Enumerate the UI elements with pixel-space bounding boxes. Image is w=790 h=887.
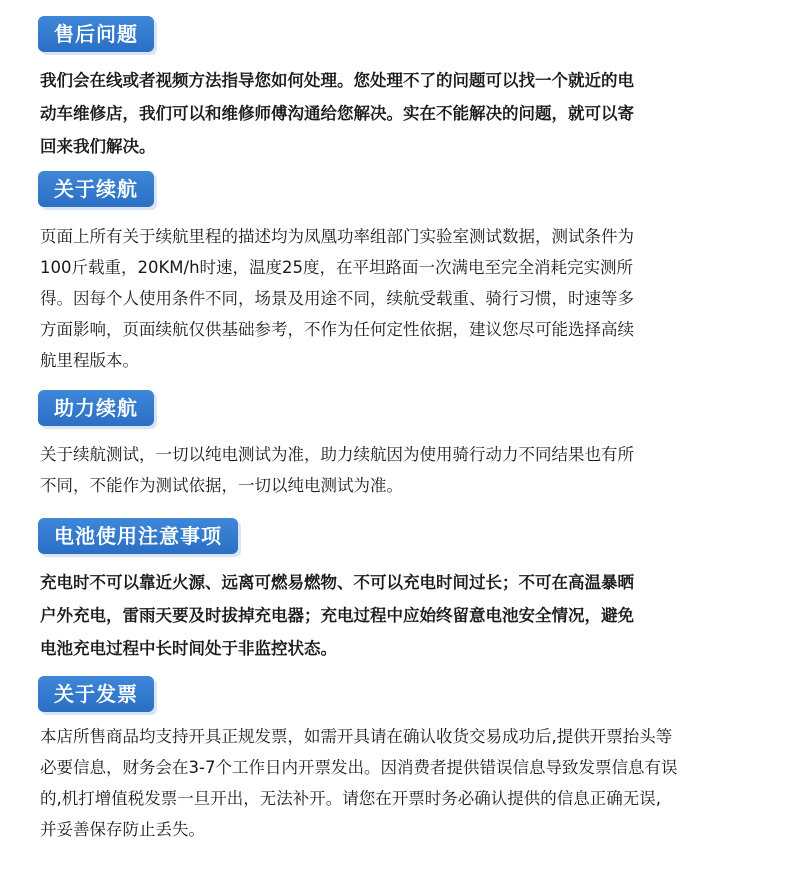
- section-body-text: 我们会在线或者视频方法指导您如何处理。您处理不了的问题可以找一个就近的电 动车维修店，我们可以和维修师傅沟通给您解决。实在不能解决的问题，就可以寄 回来我们解决。: [40, 71, 634, 156]
- section-title-badge: 电池使用注意事项: [38, 518, 238, 554]
- section-body-text: 关于续航测试，一切以纯电测试为准，助力续航因为使用骑行动力不同结果也有所 不同，不能作为测试依据，一切以纯电测试为准。: [40, 445, 634, 495]
- section-title-badge: 关于续航: [38, 171, 154, 207]
- section-body-text: 本店所售商品均支持开具正规发票，如需开具请在确认收货交易成功后,提供开票抬头等 必要信息，财务会在3-7个工作日内开票发出。因消费者提供错误信息导致发票信息有误 的,机打增值税发票一旦开出，无法补开。请您在开票时务必确认提供的信息正确无误, 并妥善保存防止丢失。: [40, 727, 678, 839]
- section-title-badge: 关于发票: [38, 676, 154, 712]
- section-body-text: 页面上所有关于续航里程的描述均为凤凰功率组部门实验室测试数据，测试条件为 100斤载重，20KM/h时速，温度25度，在平坦路面一次满电至完全消耗完实测所 得。因每个人使用条件不同，场景及用途不同，续航受载重、骑行习惯，时速等多 方面影响，页面续航仅供基础参考，不作为任何定性依据，建议您尽可能选择高续 航里程版本。: [40, 227, 634, 370]
- section-title-badge: 助力续航: [38, 390, 154, 426]
- section-title-badge: 售后问题: [38, 16, 154, 52]
- section-body-text: 充电时不可以靠近火源、远离可燃易燃物、不可以充电时间过长；不可在高温暴晒 户外充电，雷雨天要及时拔掉充电器；充电过程中应始终留意电池安全情况，避免 电池充电过程中长时间处于非监控状态。: [40, 573, 634, 658]
